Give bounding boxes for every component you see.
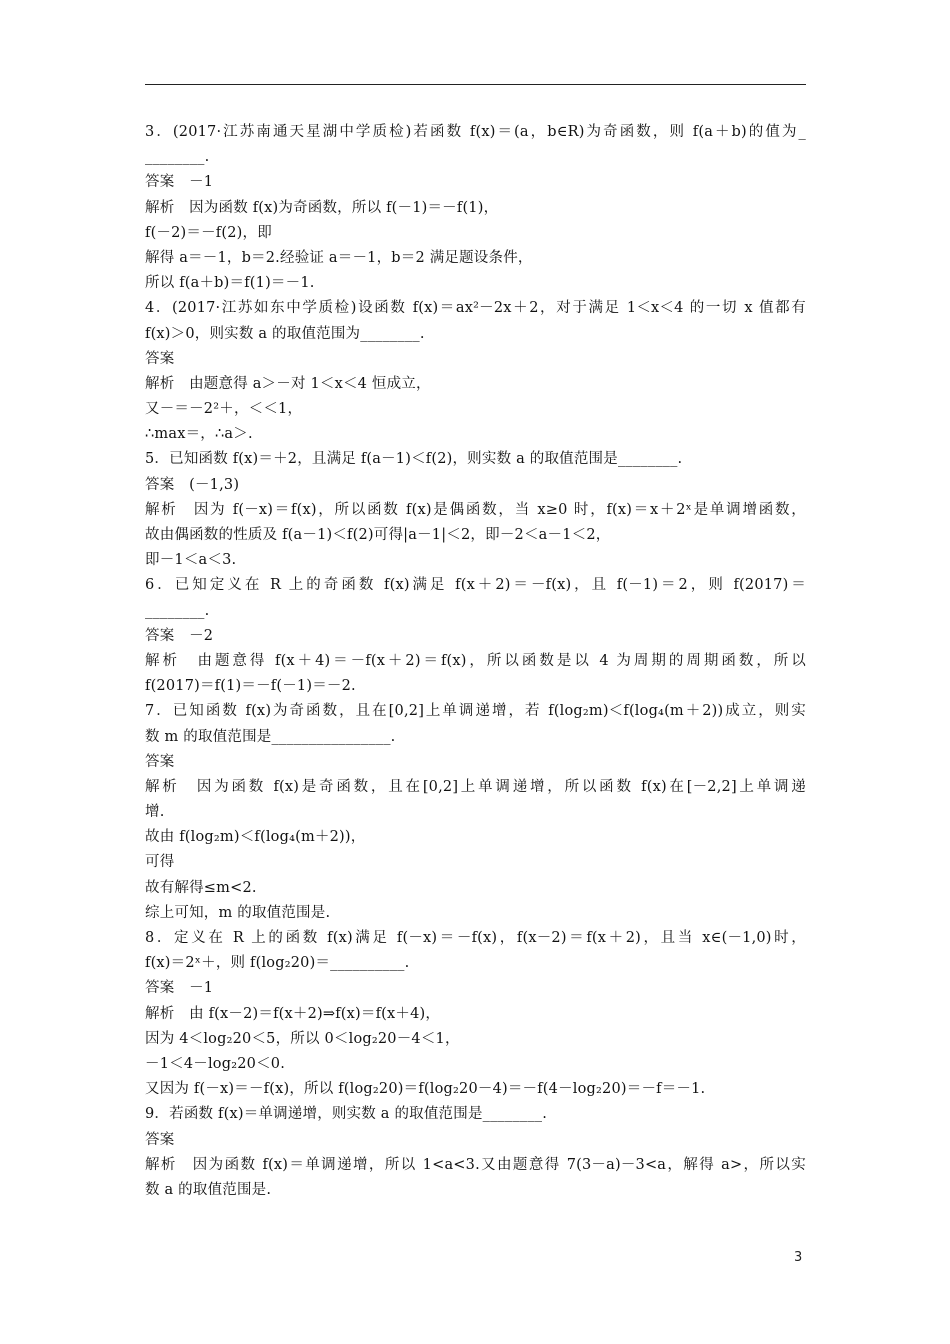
- text-line: 答案 －1: [145, 174, 214, 191]
- text-line: 增.: [145, 804, 165, 821]
- text-line: 解得 a＝－1，b＝2.经验证 a＝－1，b＝2 满足题设条件，: [145, 249, 533, 266]
- text-line: 数 a 的取值范围是.: [145, 1181, 272, 1198]
- text-line: 3．(2017·江苏南通天星湖中学质检)若函数 f(x)＝(a，b∈R)为奇函数，则 f(a＋b)的值为_: [145, 124, 806, 140]
- text-line: 9．若函数 f(x)＝单调递增，则实数 a 的取值范围是________.: [145, 1106, 548, 1123]
- text-line: 7．已知函数 f(x)为奇函数，且在[0,2]上单调递增，若 f(log₂m)＜f(log₄(m＋2))成立，则实: [145, 703, 806, 720]
- text-line: f(2017)＝f(1)＝－f(－1)＝－2.: [145, 678, 356, 695]
- text-line: 故由偶函数的性质及 f(a－1)＜f(2)可得|a－1|＜2，即－2＜a－1＜2，: [145, 527, 611, 543]
- text-line: 又－＝－2²＋，＜＜1，: [145, 401, 303, 418]
- text-line: －1＜4－log₂20＜0.: [145, 1055, 285, 1072]
- text-line: 解析 因为函数 f(x)为奇函数，所以 f(－1)＝－f(1)，: [145, 199, 499, 216]
- text-line: ________.: [145, 149, 210, 166]
- text-line: 答案 －1: [145, 980, 214, 997]
- document-body: [145, 120, 806, 1203]
- text-line: 8．定义在 R 上的函数 f(x)满足 f(－x)＝－f(x)，f(x－2)＝f(x＋2)，且当 x∈(－1,0)时，: [145, 930, 806, 946]
- text-line: 解析 由题意得 f(x＋4)＝－f(x＋2)＝f(x)，所以函数是以 4 为周期的周期函数，所以: [145, 652, 806, 669]
- text-line: 故由 f(log₂m)＜f(log₄(m＋2))，: [145, 829, 366, 846]
- text-line: f(x)＞0，则实数 a 的取值范围为________.: [145, 325, 425, 342]
- text-line: 又因为 f(－x)＝－f(x)，所以 f(log₂20)＝f(log₂20－4)＝－f(4－log₂20)＝－f＝－1.: [145, 1081, 706, 1098]
- text-line: 答案 －2: [145, 627, 214, 644]
- header-rule: [145, 84, 806, 85]
- text-line: 答案: [145, 1131, 175, 1148]
- text-line: 答案 (－1,3): [145, 476, 240, 493]
- text-line: ________.: [145, 602, 210, 619]
- text-line: 4．(2017·江苏如东中学质检)设函数 f(x)＝ax²－2x＋2，对于满足 1＜x＜4 的一切 x 值都有: [145, 300, 806, 317]
- text-line: 答案: [145, 350, 175, 367]
- text-line: 解析 因为函数 f(x)是奇函数，且在[0,2]上单调递增，所以函数 f(x)在[－2,2]上单调递: [145, 778, 806, 795]
- text-line: 故有解得≤m<2.: [145, 879, 257, 896]
- text-line: 6．已知定义在 R 上的奇函数 f(x)满足 f(x＋2)＝－f(x)，且 f(－1)＝2，则 f(2017)＝: [145, 577, 806, 594]
- page-number: 3: [794, 1250, 803, 1265]
- text-line: f(x)＝2ˣ＋，则 f(log₂20)＝__________.: [145, 955, 410, 972]
- text-line: 数 m 的取值范围是________________.: [145, 728, 396, 745]
- text-line: ∴max＝，∴a＞.: [145, 426, 253, 443]
- text-line: 5．已知函数 f(x)＝＋2，且满足 f(a－1)＜f(2)，则实数 a 的取值范围是________.: [145, 451, 683, 468]
- text-line: 综上可知，m 的取值范围是.: [145, 904, 331, 921]
- text-line: f(－2)＝－f(2)，即: [145, 224, 272, 241]
- text-line: 所以 f(a＋b)＝f(1)＝－1.: [145, 275, 315, 292]
- text-line: 解析 由题意得 a＞－对 1＜x＜4 恒成立，: [145, 375, 431, 392]
- text-line: 答案: [145, 753, 175, 770]
- text-line: 解析 因为函数 f(x)＝单调递增，所以 1<a<3.又由题意得 7(3－a)－3<a，解得 a>，所以实: [145, 1156, 806, 1173]
- text-line: 即－1＜a＜3.: [145, 552, 237, 569]
- text-line: 因为 4＜log₂20＜5，所以 0＜log₂20－4＜1，: [145, 1030, 460, 1047]
- text-line: 可得: [145, 854, 175, 871]
- text-line: 解析 由 f(x－2)＝f(x＋2)⇒f(x)＝f(x＋4)，: [145, 1005, 441, 1022]
- text-line: 解析 因为 f(－x)＝f(x)，所以函数 f(x)是偶函数，当 x≥0 时，f(x)＝x＋2ˣ是单调增函数，: [145, 501, 806, 518]
